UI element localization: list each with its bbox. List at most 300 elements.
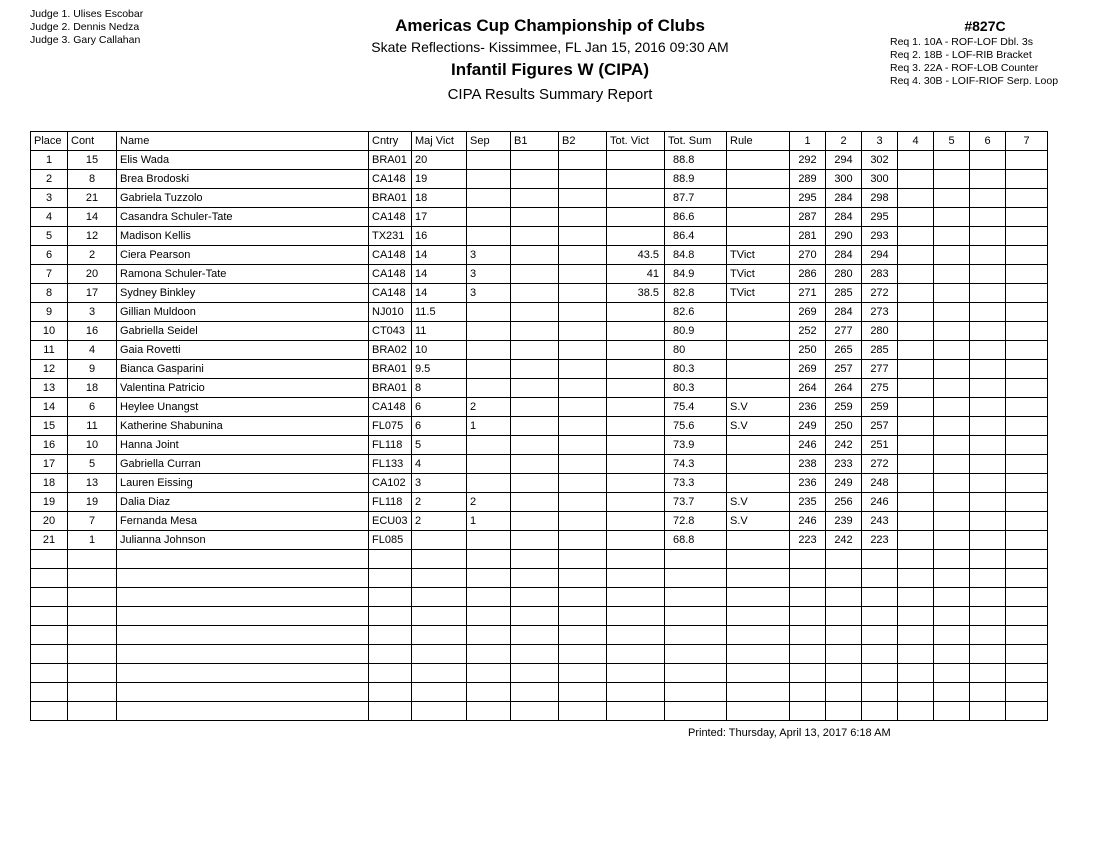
- result-cell: [970, 455, 1006, 474]
- empty-cell: [1006, 550, 1048, 569]
- empty-cell: [727, 702, 790, 721]
- result-cell: [511, 455, 559, 474]
- result-cell: 4: [68, 341, 117, 360]
- result-cell: [559, 322, 607, 341]
- empty-cell: [727, 588, 790, 607]
- result-cell: 43.5: [607, 246, 665, 265]
- result-cell: [607, 493, 665, 512]
- result-cell: [898, 322, 934, 341]
- result-cell: [898, 455, 934, 474]
- event-number: #827C: [964, 18, 1006, 34]
- result-cell: [970, 227, 1006, 246]
- result-cell: [898, 341, 934, 360]
- result-cell: BRA01: [369, 151, 412, 170]
- result-cell: 243: [862, 512, 898, 531]
- result-cell: CA148: [369, 208, 412, 227]
- empty-cell: [862, 588, 898, 607]
- result-cell: 236: [790, 474, 826, 493]
- result-cell: [467, 531, 511, 550]
- result-cell: 21: [68, 189, 117, 208]
- empty-cell: [559, 588, 607, 607]
- empty-cell: [1006, 569, 1048, 588]
- result-cell: 223: [790, 531, 826, 550]
- result-cell: Hanna Joint: [117, 436, 369, 455]
- empty-cell: [607, 569, 665, 588]
- result-cell: TX231: [369, 227, 412, 246]
- result-cell: [559, 493, 607, 512]
- result-cell: [934, 265, 970, 284]
- result-cell: 72.8: [665, 512, 727, 531]
- result-cell: 273: [862, 303, 898, 322]
- result-cell: 75.6: [665, 417, 727, 436]
- empty-cell: [898, 664, 934, 683]
- result-cell: 6: [412, 417, 467, 436]
- result-cell: [467, 360, 511, 379]
- empty-cell: [559, 607, 607, 626]
- result-cell: [559, 398, 607, 417]
- empty-cell: [607, 645, 665, 664]
- result-cell: 19: [68, 493, 117, 512]
- result-cell: 3: [68, 303, 117, 322]
- result-cell: [970, 436, 1006, 455]
- empty-cell: [31, 569, 68, 588]
- result-cell: 3: [412, 474, 467, 493]
- empty-cell: [31, 550, 68, 569]
- result-cell: [970, 284, 1006, 303]
- empty-cell: [68, 645, 117, 664]
- result-cell: S.V: [727, 398, 790, 417]
- empty-cell: [862, 607, 898, 626]
- empty-cell: [862, 645, 898, 664]
- result-cell: [607, 151, 665, 170]
- empty-cell: [898, 702, 934, 721]
- result-cell: [970, 512, 1006, 531]
- result-cell: [511, 531, 559, 550]
- result-cell: 1: [31, 151, 68, 170]
- result-cell: [559, 379, 607, 398]
- result-row: [31, 227, 1048, 246]
- result-cell: 75.4: [665, 398, 727, 417]
- result-row: [31, 151, 1048, 170]
- empty-cell: [1006, 664, 1048, 683]
- result-cell: [467, 189, 511, 208]
- requirement-line-3: Req 3. 22A - ROF-LOB Counter: [890, 62, 1039, 74]
- result-cell: [511, 493, 559, 512]
- empty-cell: [68, 588, 117, 607]
- empty-cell: [898, 645, 934, 664]
- result-cell: [607, 227, 665, 246]
- result-cell: BRA01: [369, 189, 412, 208]
- result-row: [31, 303, 1048, 322]
- empty-cell: [790, 683, 826, 702]
- empty-cell: [665, 588, 727, 607]
- result-cell: [559, 189, 607, 208]
- result-cell: Bianca Gasparini: [117, 360, 369, 379]
- result-cell: 15: [31, 417, 68, 436]
- results-table: [30, 131, 1048, 721]
- result-cell: [898, 474, 934, 493]
- column-header-tot-vict: Tot. Vict: [607, 132, 665, 151]
- venue-date-line: Skate Reflections- Kissimmee, FL Jan 15, 2016 09:30 AM: [371, 39, 729, 55]
- empty-cell: [934, 550, 970, 569]
- requirement-line-4: Req 4. 30B - LOIF-RIOF Serp. Loop: [890, 75, 1059, 87]
- empty-cell: [68, 626, 117, 645]
- result-row: [31, 341, 1048, 360]
- result-cell: [727, 227, 790, 246]
- empty-row: [31, 626, 1048, 645]
- result-row: [31, 512, 1048, 531]
- result-cell: 80.3: [665, 360, 727, 379]
- empty-cell: [826, 702, 862, 721]
- result-row: [31, 417, 1048, 436]
- result-cell: 73.7: [665, 493, 727, 512]
- empty-cell: [559, 626, 607, 645]
- column-header-cntry: Cntry: [369, 132, 412, 151]
- result-cell: Casandra Schuler-Tate: [117, 208, 369, 227]
- result-cell: [467, 436, 511, 455]
- empty-cell: [898, 683, 934, 702]
- empty-cell: [862, 626, 898, 645]
- empty-cell: [511, 607, 559, 626]
- empty-cell: [1006, 683, 1048, 702]
- result-cell: CA148: [369, 398, 412, 417]
- result-cell: 5: [31, 227, 68, 246]
- empty-cell: [511, 550, 559, 569]
- result-cell: 281: [790, 227, 826, 246]
- result-cell: 294: [862, 246, 898, 265]
- result-cell: [559, 208, 607, 227]
- result-cell: 41: [607, 265, 665, 284]
- empty-cell: [412, 550, 467, 569]
- result-cell: 14: [412, 265, 467, 284]
- result-cell: [970, 189, 1006, 208]
- result-cell: Brea Brodoski: [117, 170, 369, 189]
- empty-cell: [31, 645, 68, 664]
- result-cell: 16: [412, 227, 467, 246]
- empty-row: [31, 588, 1048, 607]
- empty-cell: [467, 683, 511, 702]
- empty-cell: [31, 607, 68, 626]
- result-cell: FL075: [369, 417, 412, 436]
- result-cell: [511, 474, 559, 493]
- result-cell: 285: [862, 341, 898, 360]
- result-cell: 5: [412, 436, 467, 455]
- result-cell: 82.6: [665, 303, 727, 322]
- result-cell: 284: [826, 189, 862, 208]
- empty-cell: [934, 607, 970, 626]
- empty-cell: [826, 569, 862, 588]
- result-row: [31, 246, 1048, 265]
- result-cell: 272: [862, 284, 898, 303]
- result-cell: 14: [31, 398, 68, 417]
- result-cell: [1006, 151, 1048, 170]
- result-cell: [934, 455, 970, 474]
- result-cell: [970, 379, 1006, 398]
- result-row: [31, 208, 1048, 227]
- result-cell: [934, 341, 970, 360]
- result-cell: Ciera Pearson: [117, 246, 369, 265]
- result-cell: [898, 227, 934, 246]
- result-cell: [727, 531, 790, 550]
- column-header-4: 4: [898, 132, 934, 151]
- result-cell: [898, 379, 934, 398]
- empty-cell: [511, 702, 559, 721]
- result-cell: CA148: [369, 246, 412, 265]
- result-cell: 12: [68, 227, 117, 246]
- result-cell: [511, 303, 559, 322]
- result-cell: 6: [68, 398, 117, 417]
- empty-cell: [31, 702, 68, 721]
- result-cell: [607, 189, 665, 208]
- result-cell: [511, 379, 559, 398]
- result-cell: [970, 417, 1006, 436]
- empty-cell: [607, 683, 665, 702]
- empty-cell: [934, 626, 970, 645]
- empty-cell: [898, 626, 934, 645]
- column-header-name: Name: [117, 132, 369, 151]
- result-cell: 9: [31, 303, 68, 322]
- empty-cell: [898, 607, 934, 626]
- result-cell: 6: [412, 398, 467, 417]
- result-cell: Madison Kellis: [117, 227, 369, 246]
- results-table-body: [31, 151, 1048, 721]
- header-row: [31, 132, 1048, 151]
- empty-cell: [117, 588, 369, 607]
- result-cell: [898, 151, 934, 170]
- result-cell: [1006, 417, 1048, 436]
- result-cell: [607, 474, 665, 493]
- empty-cell: [826, 683, 862, 702]
- result-cell: [898, 493, 934, 512]
- empty-cell: [31, 664, 68, 683]
- result-cell: 18: [68, 379, 117, 398]
- result-cell: 13: [68, 474, 117, 493]
- empty-cell: [970, 607, 1006, 626]
- result-cell: 289: [790, 170, 826, 189]
- result-cell: [898, 303, 934, 322]
- result-cell: [559, 474, 607, 493]
- result-cell: 277: [826, 322, 862, 341]
- result-row: [31, 265, 1048, 284]
- result-cell: [607, 512, 665, 531]
- empty-cell: [467, 550, 511, 569]
- empty-cell: [727, 664, 790, 683]
- requirement-line-2: Req 2. 18B - LOF-RIB Bracket: [890, 49, 1032, 61]
- result-cell: [607, 322, 665, 341]
- result-cell: 283: [862, 265, 898, 284]
- result-cell: 1: [467, 512, 511, 531]
- result-cell: [727, 303, 790, 322]
- result-cell: Fernanda Mesa: [117, 512, 369, 531]
- result-cell: TVict: [727, 265, 790, 284]
- result-cell: [934, 493, 970, 512]
- result-cell: 269: [790, 303, 826, 322]
- result-cell: 84.9: [665, 265, 727, 284]
- result-cell: 269: [790, 360, 826, 379]
- result-cell: [1006, 227, 1048, 246]
- empty-cell: [467, 569, 511, 588]
- result-cell: [607, 208, 665, 227]
- empty-cell: [68, 702, 117, 721]
- result-cell: 284: [826, 208, 862, 227]
- result-cell: [934, 227, 970, 246]
- empty-cell: [511, 569, 559, 588]
- result-cell: [467, 208, 511, 227]
- result-cell: 80: [665, 341, 727, 360]
- result-cell: 286: [790, 265, 826, 284]
- empty-cell: [862, 664, 898, 683]
- result-cell: 4: [412, 455, 467, 474]
- result-cell: 249: [790, 417, 826, 436]
- result-cell: [511, 265, 559, 284]
- result-cell: 251: [862, 436, 898, 455]
- result-cell: 3: [467, 246, 511, 265]
- empty-cell: [369, 683, 412, 702]
- empty-cell: [412, 645, 467, 664]
- result-cell: [559, 151, 607, 170]
- result-cell: [934, 151, 970, 170]
- empty-cell: [607, 607, 665, 626]
- empty-cell: [607, 702, 665, 721]
- result-cell: [1006, 341, 1048, 360]
- result-cell: [898, 436, 934, 455]
- result-cell: [970, 303, 1006, 322]
- result-cell: [559, 341, 607, 360]
- result-row: [31, 398, 1048, 417]
- result-cell: [898, 265, 934, 284]
- result-cell: [727, 170, 790, 189]
- empty-cell: [117, 645, 369, 664]
- empty-cell: [607, 626, 665, 645]
- result-cell: Gabriella Curran: [117, 455, 369, 474]
- empty-cell: [1006, 607, 1048, 626]
- empty-cell: [467, 664, 511, 683]
- empty-row: [31, 683, 1048, 702]
- empty-cell: [1006, 702, 1048, 721]
- result-cell: 249: [826, 474, 862, 493]
- result-cell: 9.5: [412, 360, 467, 379]
- result-cell: [511, 436, 559, 455]
- result-cell: [970, 531, 1006, 550]
- result-cell: 11.5: [412, 303, 467, 322]
- result-cell: 14: [68, 208, 117, 227]
- result-cell: [727, 474, 790, 493]
- result-cell: [607, 303, 665, 322]
- result-row: [31, 284, 1048, 303]
- empty-cell: [412, 683, 467, 702]
- result-cell: [727, 189, 790, 208]
- empty-cell: [511, 588, 559, 607]
- empty-cell: [826, 664, 862, 683]
- result-cell: [511, 170, 559, 189]
- empty-cell: [467, 702, 511, 721]
- result-cell: [898, 170, 934, 189]
- result-cell: Dalia Diaz: [117, 493, 369, 512]
- result-cell: 20: [31, 512, 68, 531]
- empty-cell: [117, 664, 369, 683]
- result-cell: 238: [790, 455, 826, 474]
- result-cell: 264: [826, 379, 862, 398]
- result-cell: [559, 284, 607, 303]
- empty-cell: [31, 588, 68, 607]
- result-cell: 7: [68, 512, 117, 531]
- result-cell: 280: [862, 322, 898, 341]
- empty-cell: [790, 664, 826, 683]
- result-cell: TVict: [727, 284, 790, 303]
- result-cell: [898, 417, 934, 436]
- empty-cell: [369, 664, 412, 683]
- empty-cell: [665, 607, 727, 626]
- result-cell: [934, 417, 970, 436]
- result-cell: FL118: [369, 436, 412, 455]
- result-cell: [1006, 360, 1048, 379]
- result-cell: [467, 474, 511, 493]
- result-cell: [727, 379, 790, 398]
- result-cell: [934, 322, 970, 341]
- column-header-2: 2: [826, 132, 862, 151]
- result-cell: Katherine Shabunina: [117, 417, 369, 436]
- result-cell: 16: [31, 436, 68, 455]
- result-cell: 10: [68, 436, 117, 455]
- result-cell: 11: [68, 417, 117, 436]
- empty-cell: [790, 626, 826, 645]
- empty-cell: [467, 607, 511, 626]
- result-cell: CA148: [369, 265, 412, 284]
- result-cell: 223: [862, 531, 898, 550]
- result-cell: 88.8: [665, 151, 727, 170]
- result-cell: BRA01: [369, 360, 412, 379]
- result-cell: [467, 455, 511, 474]
- empty-cell: [665, 569, 727, 588]
- empty-cell: [727, 645, 790, 664]
- column-header-sep: Sep: [467, 132, 511, 151]
- result-cell: [559, 436, 607, 455]
- empty-cell: [607, 588, 665, 607]
- result-cell: 73.9: [665, 436, 727, 455]
- result-cell: [511, 341, 559, 360]
- result-cell: CA148: [369, 284, 412, 303]
- empty-cell: [665, 664, 727, 683]
- result-cell: [607, 417, 665, 436]
- result-row: [31, 170, 1048, 189]
- empty-cell: [970, 588, 1006, 607]
- result-cell: [934, 436, 970, 455]
- empty-cell: [559, 683, 607, 702]
- column-header-7: 7: [1006, 132, 1048, 151]
- empty-cell: [68, 683, 117, 702]
- empty-cell: [934, 664, 970, 683]
- result-cell: [1006, 189, 1048, 208]
- result-cell: [970, 208, 1006, 227]
- result-cell: [934, 474, 970, 493]
- empty-cell: [1006, 645, 1048, 664]
- result-cell: Gaia Rovetti: [117, 341, 369, 360]
- result-cell: [467, 227, 511, 246]
- result-cell: [559, 227, 607, 246]
- result-cell: [934, 379, 970, 398]
- empty-cell: [1006, 588, 1048, 607]
- result-cell: [970, 474, 1006, 493]
- result-cell: 20: [412, 151, 467, 170]
- empty-cell: [467, 626, 511, 645]
- result-cell: [934, 170, 970, 189]
- result-cell: 280: [826, 265, 862, 284]
- result-cell: 8: [68, 170, 117, 189]
- empty-cell: [862, 702, 898, 721]
- result-cell: 21: [31, 531, 68, 550]
- empty-cell: [117, 569, 369, 588]
- empty-cell: [727, 626, 790, 645]
